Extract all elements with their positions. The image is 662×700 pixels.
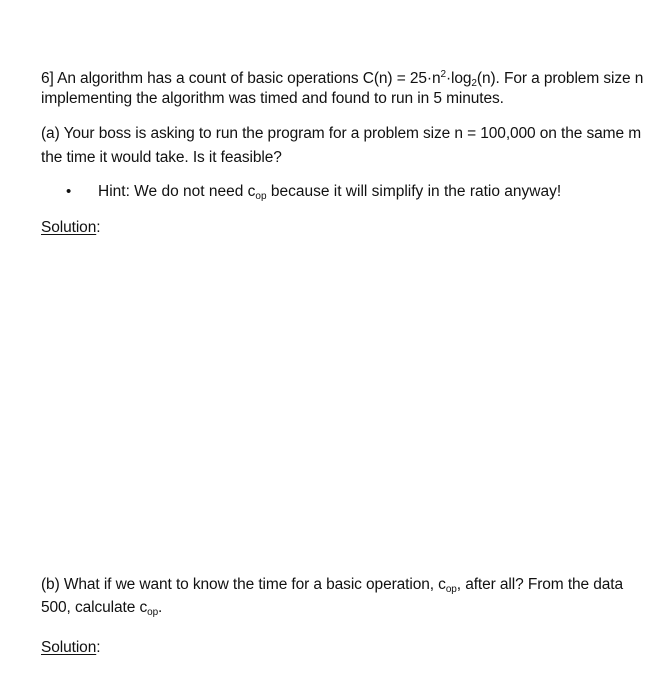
part-b-line-2-subscript-op: op [147,607,159,618]
question-6-text-a: 6] An algorithm has a count of basic operations C(n) = 25·n [41,70,441,87]
hint-bullet-item [66,182,561,207]
bullet-icon: • [66,183,72,200]
solution-b-text: Solution [41,639,97,656]
log-base-2: 2 [471,78,477,89]
part-b-line-2 [41,598,162,623]
solution-label-b [41,638,100,658]
part-b-line-1 [41,575,623,600]
solution-label-a [41,218,100,238]
part-a-line-1: (a) Your boss is asking to run the program for a problem size n = 100,000 on the same m [41,125,642,142]
hint-text-b: because it will simplify in the ratio anyway! [266,183,562,200]
hint-subscript-op: op [255,191,267,202]
part-b-text-b: , after all? From the data [456,576,624,593]
part-b-line-2-text-b: . [158,599,163,616]
part-a-line-2: the time it would take. Is it feasible? [41,149,282,166]
solution-b-colon: : [96,639,101,656]
question-6-text-b: ·log [445,70,472,87]
part-b-text-a: (b) What if we want to know the time for a basic operation, c [41,576,446,593]
question-6-line-2: implementing the algorithm was timed and found to run in 5 minutes. [41,90,504,107]
question-6-text-c: (n). For a problem size n [476,70,644,87]
exponent-2: 2 [440,69,446,80]
solution-a-colon: : [96,219,101,236]
part-b-subscript-op: op [445,584,457,595]
solution-a-text: Solution [41,219,97,236]
part-b-line-2-text-a: 500, calculate c [41,599,148,616]
hint-text-a: Hint: We do not need c [98,183,256,200]
